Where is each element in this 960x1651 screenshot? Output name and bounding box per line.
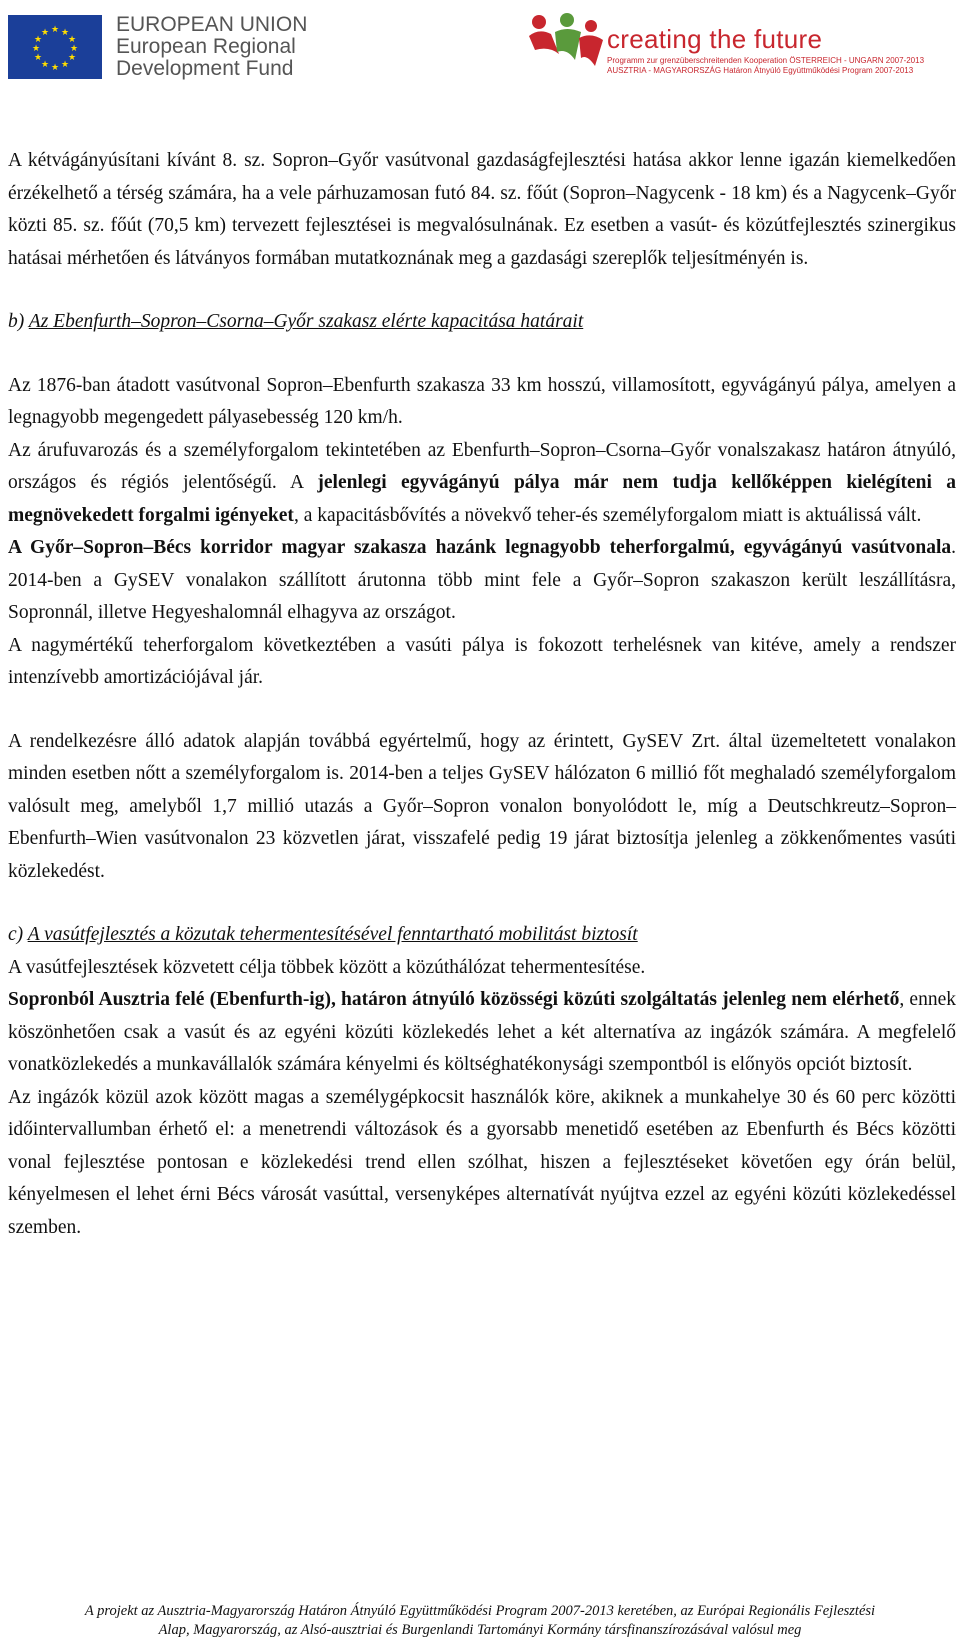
p3-bold: jelenlegi egyvágányú pálya már nem tudja kellőképpen kielégíteni a megnövekedett forgalmi igényeket xyxy=(8,472,956,526)
paragraph-9: Az ingázók közül azok között magas a személygépkocsit használók köre, akiknek a munkahelye 30 és 60 perc közötti időintervallumban érhető el: a menetrendi változások és a gyorsabb menetidő esetében az Ebenfurth és Bécs közötti vonal fejlesztése pontosan e közlekedési trend ellen szólhat, hiszen a fejlesztéseket követően egy órán belül, kényelmesen el lehet érni Bécs városát vasúttal, versenyképes alternatívát nyújtva ezzel az egyéni közúti közlekedéssel szemben. xyxy=(8,1086,956,1238)
page-footer xyxy=(0,1602,960,1640)
document-body xyxy=(8,145,956,1244)
section-b-letter: b) xyxy=(8,311,25,332)
footer-line-1: A projekt az Ausztria-Magyarország Határon Átnyúló Együttműködési Program 2007-2013 keretében, az Európai Regionális Fejlesztési xyxy=(84,1603,876,1619)
p8-bold: Sopronból Ausztria felé (Ebenfurth-ig), határon átnyúló közösségi közúti szolgáltatás jelenleg nem elérhető xyxy=(8,989,900,1010)
eu-logo xyxy=(8,14,307,80)
cf-sub-line-2: AUSZTRIA - MAGYARORSZÁG Határon Átnyúló Együttműködési Program 2007-2013 xyxy=(607,66,914,75)
eu-fund-label xyxy=(116,14,307,80)
svg-text:★: ★ xyxy=(40,60,50,70)
section-c-heading xyxy=(8,919,956,952)
eu-line-2: European Regional xyxy=(116,35,296,58)
svg-text:★: ★ xyxy=(50,63,60,73)
p4-bold: A Győr–Sopron–Bécs korridor magyar szakasza hazánk legnagyobb teherforgalmú, egyvágányú vasútvonala xyxy=(8,537,952,558)
p8-text-b: , ennek köszönhetően csak a vasút és az egyéni közúti közlekedés lehet a két alternatíva az ingázók számára. A megfelelő vonatközlekedés a munkavállalók számára kényelmi és költséghatékonysági szempontból is előnyös opciót biztosít. xyxy=(8,989,956,1075)
footer-line-2: Alap, Magyarország, az Alsó-ausztriai és Burgenlandi Tartományi Kormány társfinanszírozásával valósul meg xyxy=(158,1622,802,1638)
paragraph-2: Az 1876-ban átadott vasútvonal Sopron–Ebenfurth szakasza 33 km hosszú, villamosított, egyvágányú pálya, amelyen a legnagyobb megengedett pályasebesség 120 km/h. xyxy=(8,374,956,428)
paragraph-5: A nagymértékű teherforgalom következtében a vasúti pálya is fokozott terhelésnek van kitéve, amely a rendszer intenzívebb amortizációjával jár. xyxy=(8,634,956,688)
svg-text:★: ★ xyxy=(40,28,50,38)
svg-text:★: ★ xyxy=(60,28,70,38)
svg-text:★: ★ xyxy=(60,60,70,70)
section-c-letter: c) xyxy=(8,924,24,945)
section-b-heading xyxy=(8,306,956,339)
paragraph-7: A vasútfejlesztések közvetett célja többek között a közúthálózat tehermentesítése. xyxy=(8,956,646,978)
p3-text-a: Az árufuvarozás és a személyforgalom tekintetében az Ebenfurth–Sopron–Csorna–Győr vonalszakasz határon átnyúló, országos és régiós jelentőségű. A xyxy=(8,439,956,493)
svg-text:★: ★ xyxy=(67,53,77,63)
svg-text:★: ★ xyxy=(33,35,43,45)
section-c-title: A vasútfejlesztés a közutak tehermentesítésével fenntartható mobilitást biztosít xyxy=(27,924,638,945)
section-b-title: Az Ebenfurth–Sopron–Csorna–Győr szakasz elérte kapacitása határait xyxy=(28,311,584,332)
eu-line-3: Development Fund xyxy=(116,57,294,80)
cf-subtitle xyxy=(607,56,924,76)
eu-flag-icon xyxy=(8,15,102,79)
p3-text-c: , a kapacitásbővítés a növekvő teher-és személyforgalom miatt is aktuálissá vált. xyxy=(293,504,922,526)
svg-text:★: ★ xyxy=(31,44,41,54)
paragraph-6: A rendelkezésre álló adatok alapján továbbá egyértelmű, hogy az érintett, GySEV Zrt. által üzemeltetett vonalakon minden esetben nőtt a személyforgalom is. 2014-ben a teljes GySEV hálózaton 6 millió főt meghaladó személyforgalom valósult meg, amelyből 1,7 millió utazás a Győr–Sopron vonalon bonyolódott le, míg a Deutschkreutz–Sopron–Ebenfurth–Wien vasútvonalon 23 közvetlen járat, visszafelé pedig 19 járat biztosítja jelenleg a zökkenőmentes vasúti közlekedést. xyxy=(8,730,956,882)
svg-text:★: ★ xyxy=(50,25,60,35)
svg-text:★: ★ xyxy=(69,44,79,54)
svg-text:★: ★ xyxy=(67,35,77,45)
dancing-figures-icon xyxy=(525,10,605,80)
paragraph-1: A kétvágányúsítani kívánt 8. sz. Sopron–Győr vasútvonal gazdaságfejlesztési hatása akkor lenne igazán kiemelkedően érzékelhető a térség számára, ha a vele párhuzamosan futó 84. sz. főút (Sopron–Nagycenk - 18 km) és a Nagycenk–Győr közti 85. sz. főút (70,5 km) tervezett fejlesztései is megvalósulnának. Ez esetben a vasút- és közútfejlesztés szinergikus hatásai mérhetően és látványos formában mutatkoznának meg a gazdasági szereplők teljesítményén is. xyxy=(8,150,956,269)
page-header xyxy=(0,0,960,100)
cf-sub-line-1: Programm zur grenzüberschreitenden Kooperation ÖSTERREICH - UNGARN 2007-2013 xyxy=(607,56,925,65)
paragraph-3 xyxy=(8,435,956,533)
p4-text-b: . 2014-ben a GySEV vonalakon szállított árutonna több mint fele a Győr–Sopron szakaszon került leszállításra, Sopronnál, illetve Hegyeshalomnál elhagyva az országot. xyxy=(8,537,956,623)
paragraph-8 xyxy=(8,984,956,1082)
eu-line-1: EUROPEAN UNION xyxy=(116,13,308,36)
creating-the-future-logo xyxy=(525,10,955,85)
cf-title: creating the future xyxy=(607,24,823,54)
eu-stars-icon xyxy=(8,15,102,79)
svg-text:★: ★ xyxy=(33,53,43,63)
paragraph-4 xyxy=(8,532,956,630)
